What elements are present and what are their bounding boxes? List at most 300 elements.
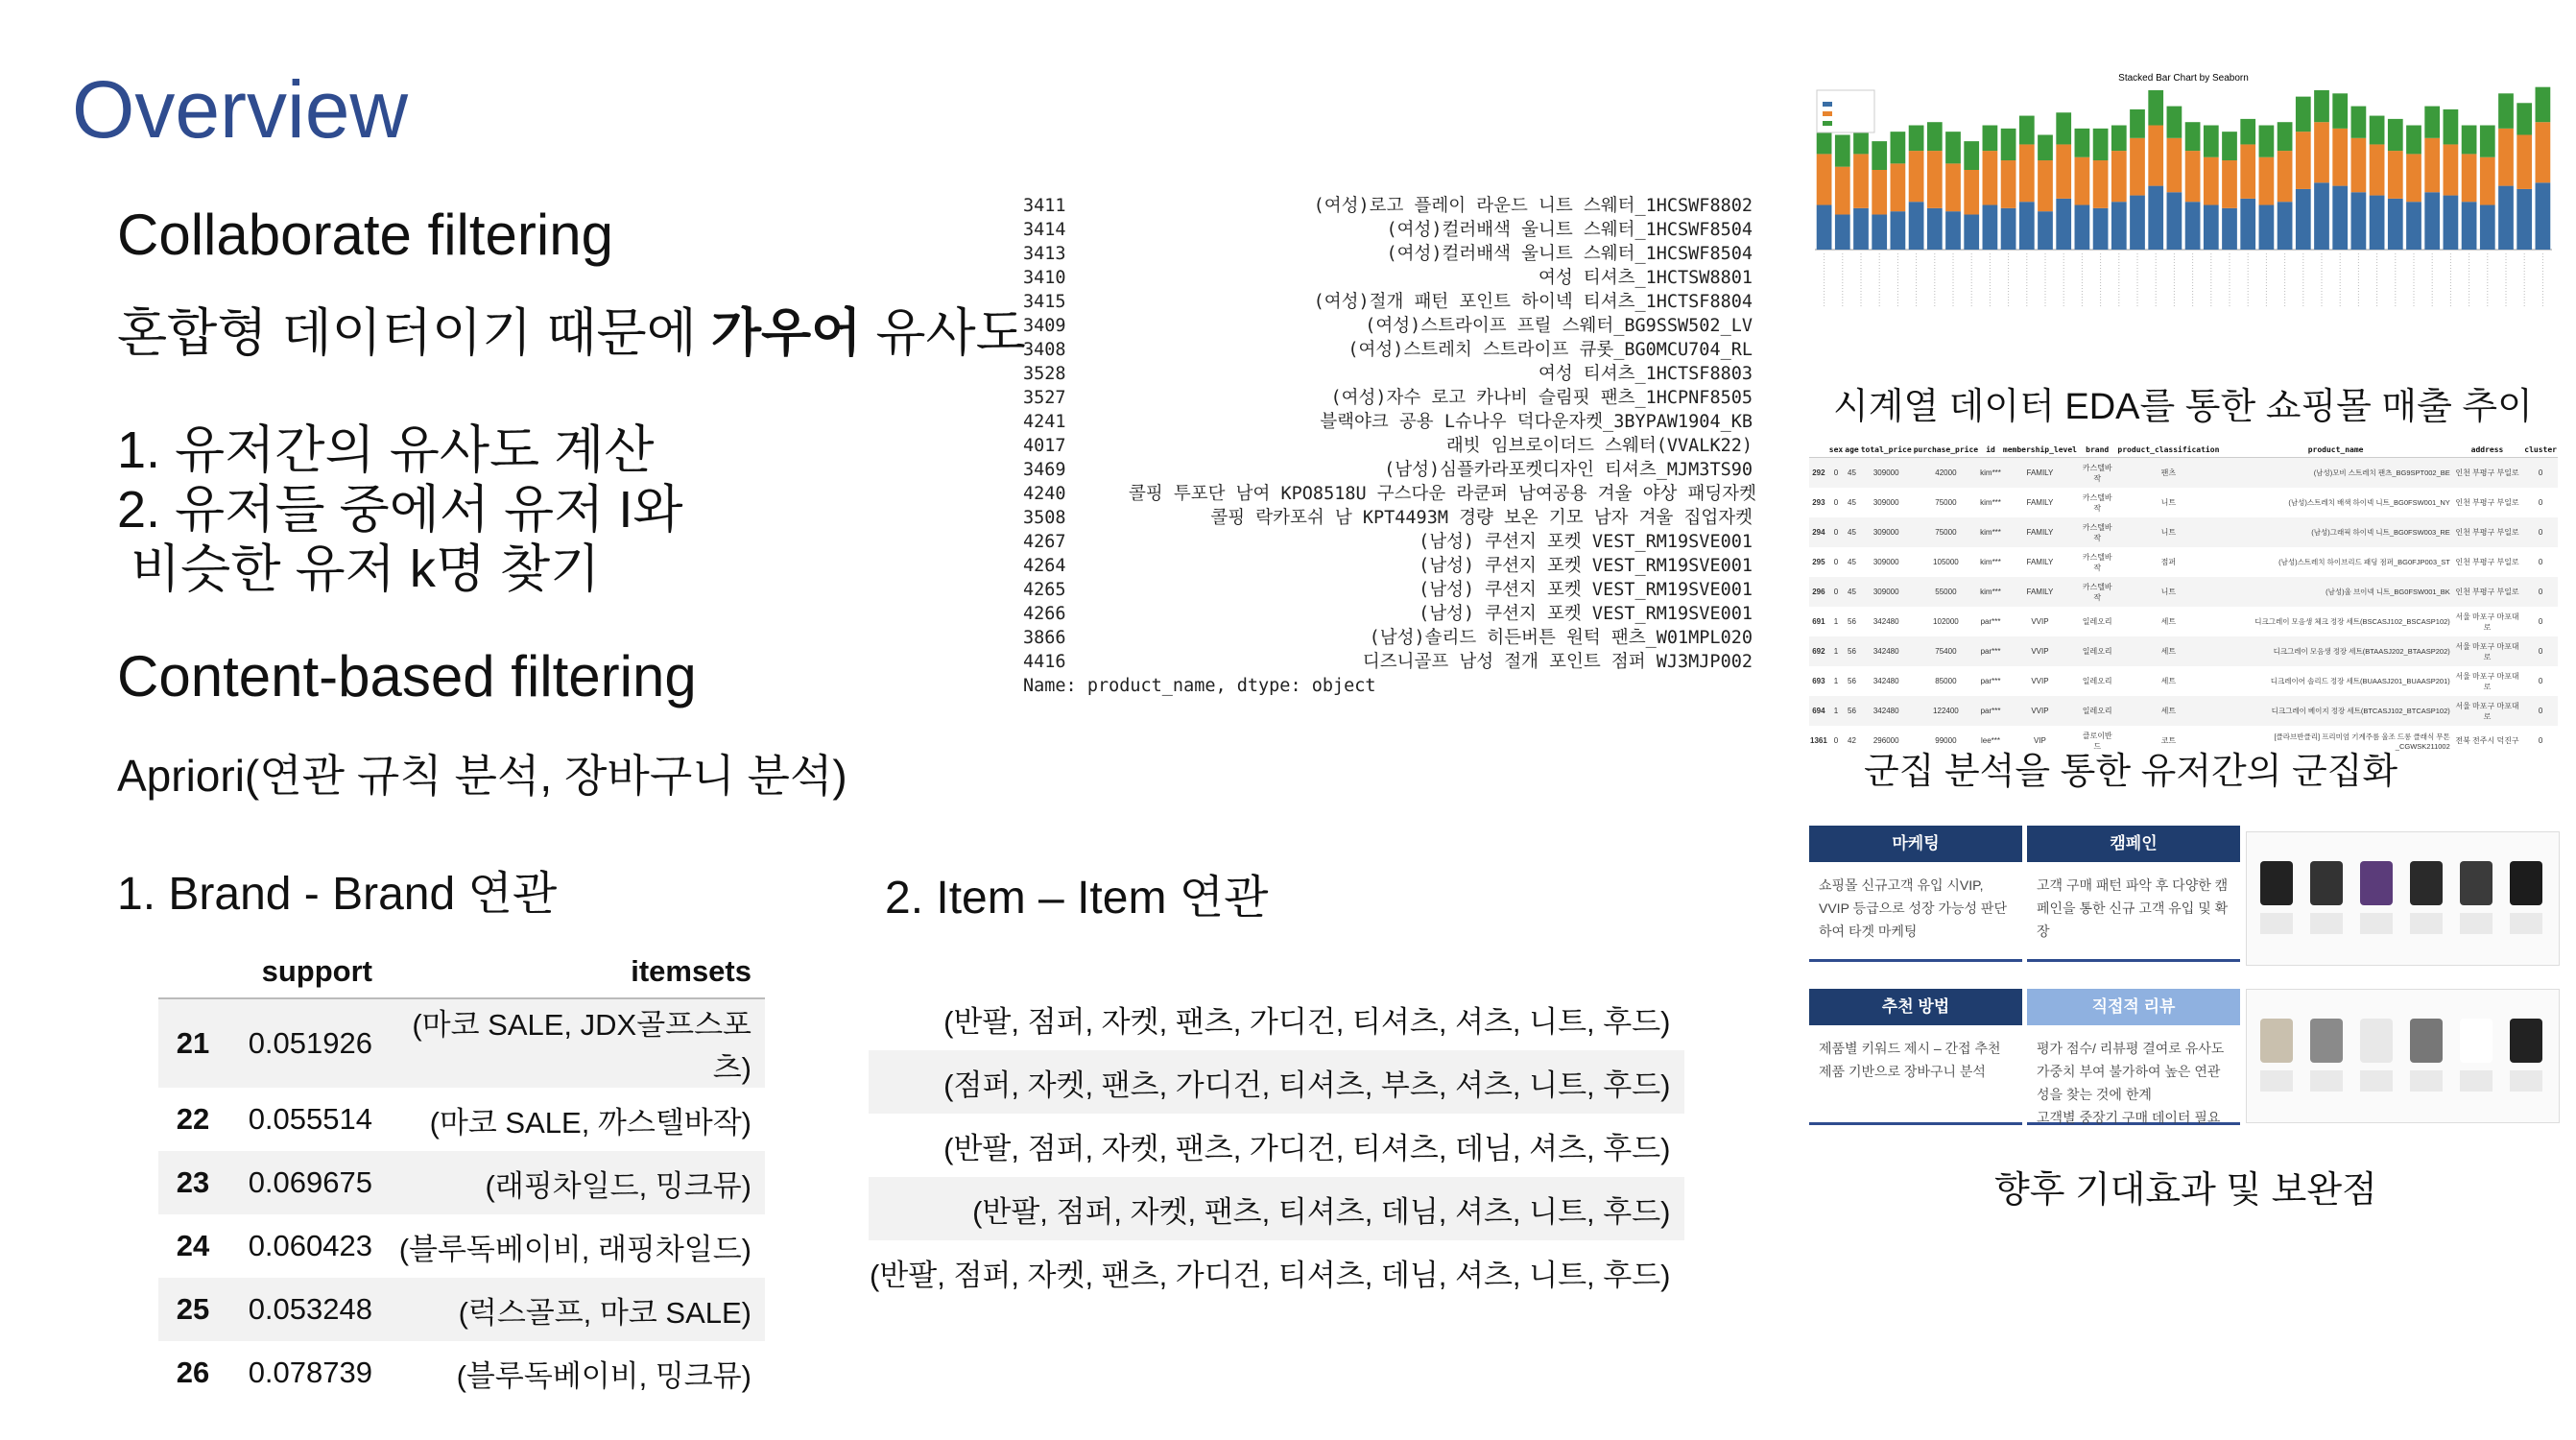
chart-bar [2444, 144, 2459, 195]
cluster-cell: 서울 마포구 마포대로 [2451, 696, 2523, 726]
cluster-cell: VVIP [2031, 617, 2049, 626]
series-product-name: (여성)절개 패턴 포인트 하이넥 티셔츠_1HCTSF8804 [1313, 292, 1753, 312]
brand-association-table [158, 946, 765, 1404]
series-product-name: (남성)심플카라포켓디자인 티셔츠_MJM3TS90 [1384, 460, 1753, 480]
series-row [1023, 290, 1753, 314]
series-product-name: 콜핑 락카포쉬 남 KPT4493M 경량 보온 기모 남자 겨울 집업자켓 [1210, 508, 1753, 528]
cluster-header: sex [1828, 442, 1844, 458]
chart-bar [2370, 196, 2385, 250]
chart-bar [1891, 163, 1906, 211]
product-thumbnail [2510, 861, 2542, 905]
series-row [1023, 482, 1756, 506]
panel-header: 마케팅 [1809, 826, 2022, 862]
cluster-cell: FAMILY [2002, 458, 2078, 489]
series-row [1023, 362, 1753, 386]
product-thumbnail [2310, 861, 2343, 905]
chart-bar [2480, 157, 2495, 205]
series-row [1023, 266, 1753, 290]
chart-bar [2332, 129, 2348, 186]
cluster-cell: 세트 [2160, 677, 2177, 685]
chart-bar [2370, 144, 2385, 195]
series-row [1023, 554, 1753, 578]
cluster-cell: 세트 [2116, 636, 2220, 666]
chart-bar [2462, 202, 2477, 250]
series-product-name: (남성)솔리드 히든버튼 원턱 팬츠_W01MPL020 [1369, 628, 1753, 648]
product-thumbnail-caption [2410, 913, 2443, 934]
chart-bar [2314, 122, 2329, 182]
panel-body: 쇼핑몰 신규고객 유입 시VIP, VVIP 등급으로 성장 가능성 판단하여 타겟 마케팅 [1809, 862, 2022, 962]
slide-title: Overview [72, 64, 409, 155]
row-index: 21 [158, 998, 227, 1088]
cluster-cell: 0 [2538, 677, 2543, 685]
cluster-cell: VVIP [2031, 677, 2049, 685]
cluster-cell: 102000 [1933, 617, 1959, 626]
chart-bar [2278, 151, 2293, 202]
cluster-cell: 45 [1848, 558, 1856, 566]
cluster-row-index: 691 [1812, 617, 1825, 626]
chart-bar [2056, 112, 2071, 144]
series-product-name: (남성) 쿠션지 포켓 VEST_RM19SVE001 [1419, 580, 1753, 600]
cf-desc-pre: 혼합형 데이터이기 때문에 [117, 304, 711, 362]
cluster-cell: 0 [1828, 458, 1844, 489]
product-thumbnail-caption [2260, 913, 2293, 934]
cluster-cell: 일레오리 [2078, 636, 2116, 666]
chart-bar [2278, 122, 2293, 151]
series-index: 3408 [1023, 340, 1066, 360]
table-row [1809, 666, 2558, 696]
table-row [1809, 696, 2558, 726]
series-index: 4416 [1023, 652, 1066, 672]
chart-bar [2462, 126, 2477, 155]
cluster-cell: 전북 전주시 덕진구 [2455, 736, 2519, 745]
cluster-cell: 75000 [1913, 517, 1979, 547]
table-row [869, 1050, 1684, 1114]
cluster-cell: 니트 [2116, 517, 2220, 547]
table-row [869, 1240, 1684, 1304]
header-itemsets: itemsets [386, 946, 765, 998]
panel-body: 고객 구매 패턴 파악 후 다양한 캠페인을 통한 신규 고객 유입 및 확장 [2027, 862, 2240, 962]
series-row [1023, 578, 1753, 602]
series-product-name: (여성)자수 로고 카나비 슬림핏 팬츠_1HCPNF8505 [1330, 388, 1753, 408]
table-row [158, 1214, 765, 1278]
chart-bar [2536, 87, 2551, 123]
chart-bar [2480, 126, 2495, 157]
cluster-caption: 군집 분석을 통한 유저간의 군집화 [1864, 752, 2398, 792]
cluster-cell: 342480 [1860, 696, 1913, 726]
series-row [1023, 242, 1753, 266]
chart-bar [2130, 109, 2145, 138]
chart-bar [1945, 211, 1961, 250]
chart-bar [1835, 214, 1850, 250]
chart-bar [2444, 196, 2459, 250]
chart-bar [1909, 126, 1924, 152]
cluster-cell: [클라브반클리] 프리미엄 기계주름 울조 드롱 클래식 무톤_CGWSK211002 [2274, 732, 2450, 751]
series-index: 3413 [1023, 244, 1066, 264]
series-product-name: 콜핑 투포단 남여 KPO8518U 구스다운 라쿤퍼 남여공용 겨울 야상 패딩자켓 [1129, 484, 1756, 504]
series-product-name: 래빗 임브로이더드 스웨터(VVALK22) [1445, 436, 1753, 456]
series-row [1023, 650, 1753, 674]
chart-legend-swatch [1823, 102, 1832, 107]
cluster-cell: 0 [1833, 498, 1839, 507]
chart-bar [2516, 134, 2532, 188]
cluster-cell: par*** [1979, 636, 2002, 666]
chart-bar [2130, 196, 2145, 250]
cluster-header-index [1809, 442, 1828, 458]
chart-bar [2111, 126, 2127, 152]
cluster-cell: 카스텔바작 [2082, 552, 2112, 572]
chart-bar [2130, 138, 2145, 196]
stacked-bar-chart-svg [1809, 67, 2558, 355]
cluster-cell: (남성)그래픽 하이넥 니트_BG0FSW003_RE [2220, 517, 2450, 547]
product-thumbnail-caption [2460, 1070, 2493, 1092]
chart-bar [2204, 205, 2219, 250]
chart-bar [2424, 138, 2440, 192]
chart-bar [2240, 144, 2255, 198]
panel-header: 직접적 리뷰 [2027, 989, 2240, 1025]
cluster-cell: FAMILY [2026, 558, 2054, 566]
table-row [1809, 636, 2558, 666]
chart-bar [2148, 90, 2163, 126]
cluster-cell: 56 [1844, 636, 1859, 666]
row-itemsets: (블루독베이비, 밍크뮤) [456, 1358, 751, 1393]
chart-title: Stacked Bar Chart by Seaborn [2118, 73, 2249, 84]
cbf-heading: Content-based filtering [117, 644, 697, 708]
cluster-row-index: 296 [1809, 577, 1828, 607]
row-itemsets: (마코 SALE, JDX골프스포츠) [386, 998, 765, 1088]
chart-bar [2314, 182, 2329, 250]
chart-bar [2406, 154, 2421, 202]
table-row [1809, 547, 2558, 577]
chart-bar [2222, 160, 2237, 208]
product-thumbnail-caption [2410, 1070, 2443, 1092]
cluster-cell: 일레오리 [2082, 617, 2112, 626]
chart-bar [2388, 199, 2403, 250]
series-footer: Name: product_name, dtype: object [1023, 676, 1376, 696]
series-product-name: (여성)로고 플레이 라운드 니트 스웨터_1HCSWF8802 [1313, 196, 1753, 216]
cluster-cell: 디크그레이 베이지 정장 세트(BTCASJ102_BTCASP102) [2220, 696, 2450, 726]
cluster-cell: FAMILY [2002, 517, 2078, 547]
chart-bar [2240, 199, 2255, 250]
chart-bar [1983, 151, 1998, 204]
cluster-cell: par*** [1979, 696, 2002, 726]
row-support: 0.051926 [227, 998, 386, 1088]
cluster-cell: VIP [2033, 736, 2046, 745]
chart-bar [1909, 202, 1924, 250]
effects-caption: 향후 기대효과 및 보완점 [1994, 1170, 2377, 1211]
chart-bar [1891, 132, 1906, 163]
cluster-cell: 0 [1828, 577, 1844, 607]
series-row [1023, 386, 1753, 410]
cluster-cell: 디크그레이 모음생 정장 세트(BTAASJ202_BTAASP202) [2220, 636, 2450, 666]
cluster-cell: 56 [1844, 696, 1859, 726]
chart-bar [2204, 126, 2219, 157]
product-thumbnail-caption [2310, 913, 2343, 934]
row-itemsets: (마코 SALE, 까스텔바작) [429, 1105, 751, 1140]
cluster-cell: FAMILY [2026, 498, 2054, 507]
chart-bar [2498, 93, 2514, 129]
cluster-cell: 55000 [1913, 577, 1979, 607]
row-itemsets: (블루독베이비, 래핑차일드) [398, 1232, 751, 1266]
cluster-cell: 카스텔바작 [2078, 577, 2116, 607]
panel-body: 평가 점수/ 리뷰평 결여로 유사도 가중치 부여 불가하여 높은 연관성을 찾는 것에 한계 고객별 중장기 구매 데이터 필요 [2027, 1025, 2240, 1125]
chart-bar [2296, 132, 2311, 189]
timeseries-caption: 시계열 데이터 EDA를 통한 쇼핑몰 매출 추이 [1833, 387, 2533, 427]
cluster-cell: VVIP [2002, 696, 2078, 726]
stacked-bar-chart [1809, 67, 2558, 355]
chart-bar [2001, 160, 2016, 208]
cluster-header: age [1844, 442, 1859, 458]
cluster-cell: lee*** [1981, 736, 2001, 745]
series-row [1023, 530, 1753, 554]
row-support: 0.055514 [248, 1102, 372, 1136]
panel-body: 제품별 키워드 제시 – 간접 추천 제품 기반으로 장바구니 분석 [1809, 1025, 2022, 1125]
chart-bar [2498, 129, 2514, 186]
cluster-cell: 0 [2538, 617, 2543, 626]
cluster-cell: 1 [1828, 696, 1844, 726]
product-thumbnail-caption [2360, 913, 2393, 934]
item-itemset: (반팔, 점퍼, 자켓, 팬츠, 가디건, 티셔츠, 데님, 셔츠, 니트, 후드) [870, 1258, 1671, 1292]
product-thumbnail [2460, 1019, 2493, 1063]
series-row [1023, 626, 1753, 650]
chart-bar [2075, 205, 2090, 250]
item-itemset: (반팔, 점퍼, 자켓, 팬츠, 티셔츠, 데님, 셔츠, 니트, 후드) [869, 1177, 1684, 1240]
cluster-cell: kim*** [1979, 517, 2002, 547]
chart-bar [2332, 186, 2348, 250]
chart-bar [2056, 199, 2071, 250]
cf-desc-bold: 가우어 [710, 304, 862, 362]
cluster-cell: 1 [1833, 677, 1839, 685]
chart-bar [2019, 116, 2035, 145]
cluster-cell: 0 [1828, 517, 1844, 547]
table-row [1809, 607, 2558, 636]
cluster-row-index: 693 [1812, 677, 1825, 685]
chart-bar [2019, 144, 2035, 202]
chart-bar [2259, 205, 2275, 250]
cluster-cell: 75000 [1935, 498, 1957, 507]
series-row [1023, 506, 1753, 530]
series-index: 4266 [1023, 604, 1066, 624]
chart-bar [2424, 107, 2440, 138]
chart-bar [2093, 208, 2109, 250]
series-row [1023, 458, 1753, 482]
cluster-header: product_classification [2116, 442, 2220, 458]
chart-bar [2019, 202, 2035, 250]
cluster-cell: 세트 [2160, 617, 2177, 626]
cluster-cell: 서울 마포구 마포대로 [2451, 636, 2523, 666]
chart-bar [2370, 116, 2385, 145]
cluster-cell: (남성)스트레치 배색 하이넥 니트_BG0FSW001_NY [2288, 498, 2450, 507]
chart-bar [2314, 90, 2329, 122]
cluster-cell: 카스텔바작 [2082, 492, 2112, 513]
chart-bar [2167, 107, 2182, 138]
cluster-cell: kim*** [1979, 458, 2002, 489]
chart-bar [2167, 192, 2182, 250]
cluster-cell: 105000 [1933, 558, 1959, 566]
row-index: 26 [176, 1356, 210, 1389]
cluster-cell: 0 [2523, 517, 2558, 547]
chart-bar [1835, 134, 1850, 166]
product-thumbnail-caption [2360, 1070, 2393, 1092]
cluster-cell: 85000 [1935, 677, 1957, 685]
chart-bar [2536, 182, 2551, 250]
header-support: support [227, 946, 386, 998]
cluster-cell: (남성)모비 스트레치 팬츠_BG9SPT002_BE [2220, 458, 2450, 489]
chart-bar [2462, 154, 2477, 202]
cluster-cell: 56 [1848, 677, 1856, 685]
chart-bar [1853, 208, 1869, 250]
chart-bar [2038, 134, 2053, 160]
chart-bar [2075, 157, 2090, 205]
item-heading: 2. Item – Item 연관 [885, 873, 1269, 924]
table-row [869, 1114, 1684, 1177]
chart-bar [1891, 211, 1906, 250]
chart-bar [2093, 129, 2109, 160]
series-index: 4267 [1023, 532, 1066, 552]
chart-bar [1983, 126, 1998, 152]
chart-bar [1872, 141, 1887, 170]
chart-bar [2259, 126, 2275, 157]
cf-step-2: 2. 유저들 중에서 유저 I와 [117, 481, 683, 539]
table-row [1809, 577, 2558, 607]
chart-legend-swatch [1823, 121, 1832, 126]
cluster-header: address [2451, 442, 2523, 458]
series-product-name: (남성) 쿠션지 포켓 VEST_RM19SVE001 [1419, 556, 1753, 576]
chart-bar [1817, 154, 1832, 204]
table-row [869, 987, 1684, 1050]
chart-bar [2296, 189, 2311, 250]
series-product-name: (여성)스트라이프 프릴 스웨터_BG9SSW502_LV [1365, 316, 1753, 336]
product-thumbnail [2310, 1019, 2343, 1063]
cluster-cell: FAMILY [2002, 577, 2078, 607]
chart-bar [1872, 214, 1887, 250]
cluster-header: total_price [1860, 442, 1913, 458]
cluster-header: membership_level [2002, 442, 2078, 458]
cluster-cell: 0 [2538, 498, 2543, 507]
product-thumbnail-caption [2510, 1070, 2542, 1092]
cluster-cell: kim*** [1980, 498, 2001, 507]
cluster-cell: 일레오리 [2078, 696, 2116, 726]
cluster-cell: 1 [1828, 636, 1844, 666]
cluster-cell: 팬츠 [2116, 458, 2220, 489]
cluster-cell: kim*** [1980, 558, 2001, 566]
cluster-cell: 342480 [1860, 636, 1913, 666]
table-row [158, 1088, 765, 1151]
chart-bar [2038, 160, 2053, 211]
chart-bar [2351, 138, 2367, 192]
chart-bar [2222, 208, 2237, 250]
header-index [158, 946, 227, 998]
chart-bar [2480, 205, 2495, 250]
chart-bar [2056, 144, 2071, 198]
cluster-header: cluster [2523, 442, 2558, 458]
table-row [1809, 458, 2558, 489]
series-index: 4017 [1023, 436, 1066, 456]
product-name-series [1023, 194, 1756, 698]
row-itemsets: (래핑차일드, 밍크뮤) [386, 1151, 765, 1214]
cluster-cell: 일레오리 [2082, 677, 2112, 685]
row-index: 23 [158, 1151, 227, 1214]
series-product-name: 디즈니골프 남성 절개 포인트 점퍼 WJ3MJP002 [1362, 652, 1753, 672]
chart-bar [2516, 103, 2532, 134]
series-index: 4240 [1023, 484, 1066, 504]
table-row [158, 1278, 765, 1341]
series-index: 3527 [1023, 388, 1066, 408]
cf-step-3: 비슷한 유저 k명 찾기 [131, 540, 601, 598]
chart-bar [2444, 109, 2459, 145]
series-product-name: (여성)컬러배색 울니트 스웨터_1HCSWF8504 [1386, 244, 1753, 264]
cluster-cell: 세트 [2116, 696, 2220, 726]
series-product-name: (남성) 쿠션지 포켓 VEST_RM19SVE001 [1419, 532, 1753, 552]
series-index: 4265 [1023, 580, 1066, 600]
table-row [869, 1177, 1684, 1240]
chart-bar [2240, 119, 2255, 145]
row-support: 0.060423 [248, 1229, 372, 1262]
chart-bar [1927, 208, 1943, 250]
series-product-name: (남성) 쿠션지 포켓 VEST_RM19SVE001 [1419, 604, 1753, 624]
cluster-cell: 0 [2523, 696, 2558, 726]
chart-bar [2516, 189, 2532, 250]
row-index: 22 [176, 1102, 210, 1136]
panel-header: 추천 방법 [1809, 989, 2022, 1025]
cluster-header: brand [2078, 442, 2116, 458]
product-thumbnail [2410, 861, 2443, 905]
cluster-cell: VVIP [2002, 636, 2078, 666]
cluster-header-row [1809, 442, 2558, 458]
chart-bar [2536, 122, 2551, 182]
cluster-table [1809, 442, 2558, 756]
cluster-cell: 니트 [2116, 577, 2220, 607]
cluster-cell: 인천 부평구 부일로 [2451, 517, 2523, 547]
chart-bar [1945, 132, 1961, 163]
series-product-name: 블랙야크 공용 L슈나우 덕다운자켓_3BYPAW1904_KB [1320, 412, 1753, 432]
cluster-cell: 디크레이어 솔리드 정장 세트(BUAASJ201_BUAASP201) [2270, 677, 2450, 685]
cluster-cell: 카스텔바작 [2078, 458, 2116, 489]
chart-bar [2038, 211, 2053, 250]
cluster-cell: 0 [2523, 636, 2558, 666]
cluster-cell: 0 [2538, 736, 2543, 745]
table-row [158, 1341, 765, 1404]
chart-bar [2111, 151, 2127, 202]
cluster-cell: 45 [1844, 517, 1859, 547]
cluster-cell: 42000 [1913, 458, 1979, 489]
cluster-row-index: 694 [1809, 696, 1828, 726]
chart-bar [2388, 151, 2403, 199]
series-product-name: (여성)스트레치 스트라이프 큐롯_BG0MCU704_RL [1348, 340, 1753, 360]
row-support: 0.053248 [227, 1278, 386, 1341]
product-thumbnail [2510, 1019, 2542, 1063]
chart-bar [1927, 122, 1943, 151]
cluster-cell: 인천 부평구 부일로 [2455, 498, 2519, 507]
cluster-cell: 122400 [1913, 696, 1979, 726]
chart-bar [1945, 163, 1961, 211]
cluster-cell: 45 [1844, 577, 1859, 607]
brand-heading: 1. Brand - Brand 연관 [117, 869, 558, 920]
cluster-cell: par*** [1980, 677, 2001, 685]
cluster-cell: 309000 [1860, 458, 1913, 489]
chart-bar [2204, 157, 2219, 205]
panel-direct-review [2027, 989, 2240, 1125]
chart-bar [2222, 132, 2237, 160]
row-support: 0.069675 [227, 1151, 386, 1214]
product-thumbnails-bottom [2246, 989, 2560, 1123]
panel-header: 캠페인 [2027, 826, 2240, 862]
series-index: 3411 [1023, 196, 1066, 216]
row-support: 0.078739 [248, 1356, 372, 1389]
item-itemset: (반팔, 점퍼, 자켓, 팬츠, 가디건, 티셔츠, 셔츠, 니트, 후드) [943, 1004, 1671, 1039]
cluster-cell: 309000 [1872, 498, 1899, 507]
series-row [1023, 434, 1753, 458]
cluster-cell: 0 [2523, 577, 2558, 607]
